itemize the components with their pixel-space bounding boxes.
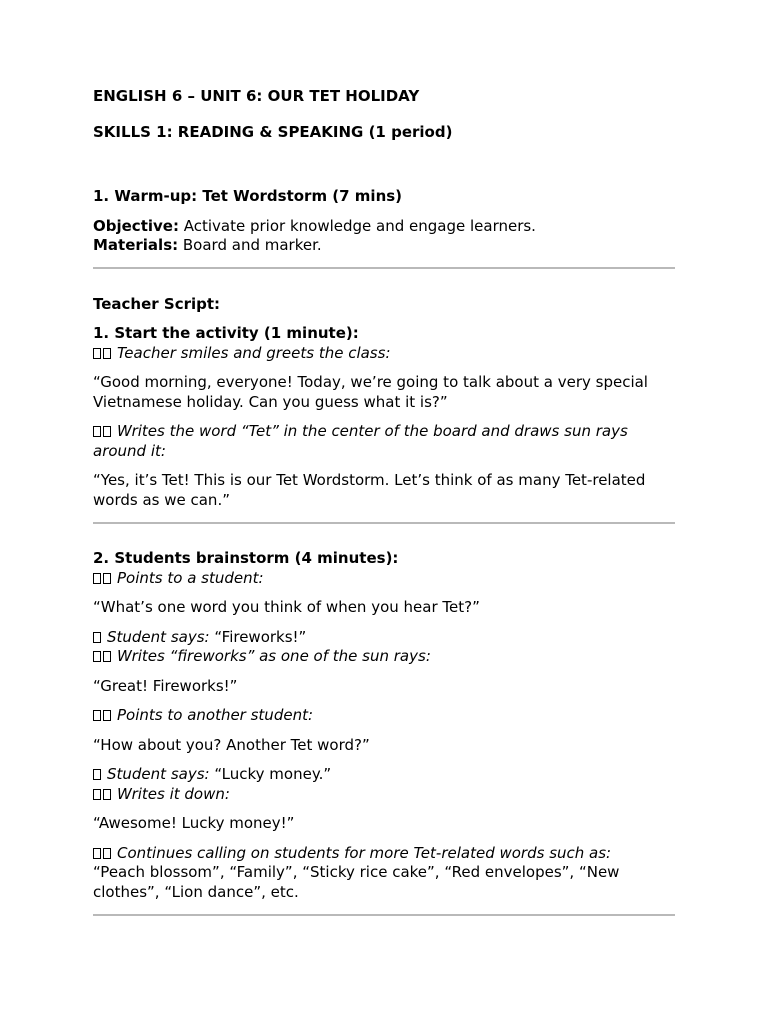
step2-action3: Points to another student: [93,706,675,726]
teacher-icon [93,422,113,442]
step2-heading: 2. Students brainstorm (4 minutes): [93,549,399,567]
objective-line [93,217,675,237]
step2-quote4: “Awesome! Lucky money!” [93,814,295,832]
step2-student2: Student says: “Lucky money.” [93,765,675,785]
divider [93,914,675,916]
objective-label: Objective: [93,216,179,235]
step1-heading: 1. Start the activity (1 minute): [93,324,359,342]
teacher-icon [93,647,113,667]
step1-action2: Writes the word “Tet” in the center of the board and draws sun rays around it: [93,422,628,460]
page-title: ENGLISH 6 – UNIT 6: OUR TET HOLIDAY [93,87,420,105]
step2-quote1: “What’s one word you think of when you hear Tet?” [93,598,480,616]
teacher-icon [93,569,113,589]
step1-quote1: “Good morning, everyone! Today, we’re going to talk about a very special Vietnamese holiday. Can you guess what it is?” [93,373,648,411]
step2-examples: “Peach blossom”, “Family”, “Sticky rice cake”, “Red envelopes”, “New clothes”, “Lion dance”, etc. [93,863,620,901]
step2-action1: Points to a student: [93,569,675,589]
section-warmup-heading: 1. Warm-up: Tet Wordstorm (7 mins) [93,187,403,205]
student-icon [93,628,103,648]
divider [93,267,675,269]
teacher-icon [93,344,113,364]
step2-action4: Writes it down: [93,785,675,805]
step2-action5: Continues calling on students for more Tet-related words such as: [93,844,675,864]
step2-action2: Writes “fireworks” as one of the sun rays: [93,647,675,667]
teacher-icon [93,785,113,805]
document-content [93,87,675,916]
page-subtitle: SKILLS 1: READING & SPEAKING (1 period) [93,122,453,141]
step1-action1: Teacher smiles and greets the class: [93,344,675,364]
step2-quote2: “Great! Fireworks!” [93,676,238,695]
divider [93,522,675,524]
step2-student1: Student says: “Fireworks!” [93,628,675,648]
materials-label: Materials: [93,236,179,254]
student-icon [93,765,103,785]
teacher-script-heading: Teacher Script: [93,294,221,313]
teacher-icon [93,844,113,864]
objective-text: Activate prior knowledge and engage learners. [178,216,536,235]
step2-quote3: “How about you? Another Tet word?” [93,735,370,754]
materials-line [93,236,675,256]
step1-quote2: “Yes, it’s Tet! This is our Tet Wordstorm. Let’s think of as many Tet-related words as we can.” [93,471,646,509]
materials-text: Board and marker. [178,236,322,254]
teacher-icon [93,706,113,726]
